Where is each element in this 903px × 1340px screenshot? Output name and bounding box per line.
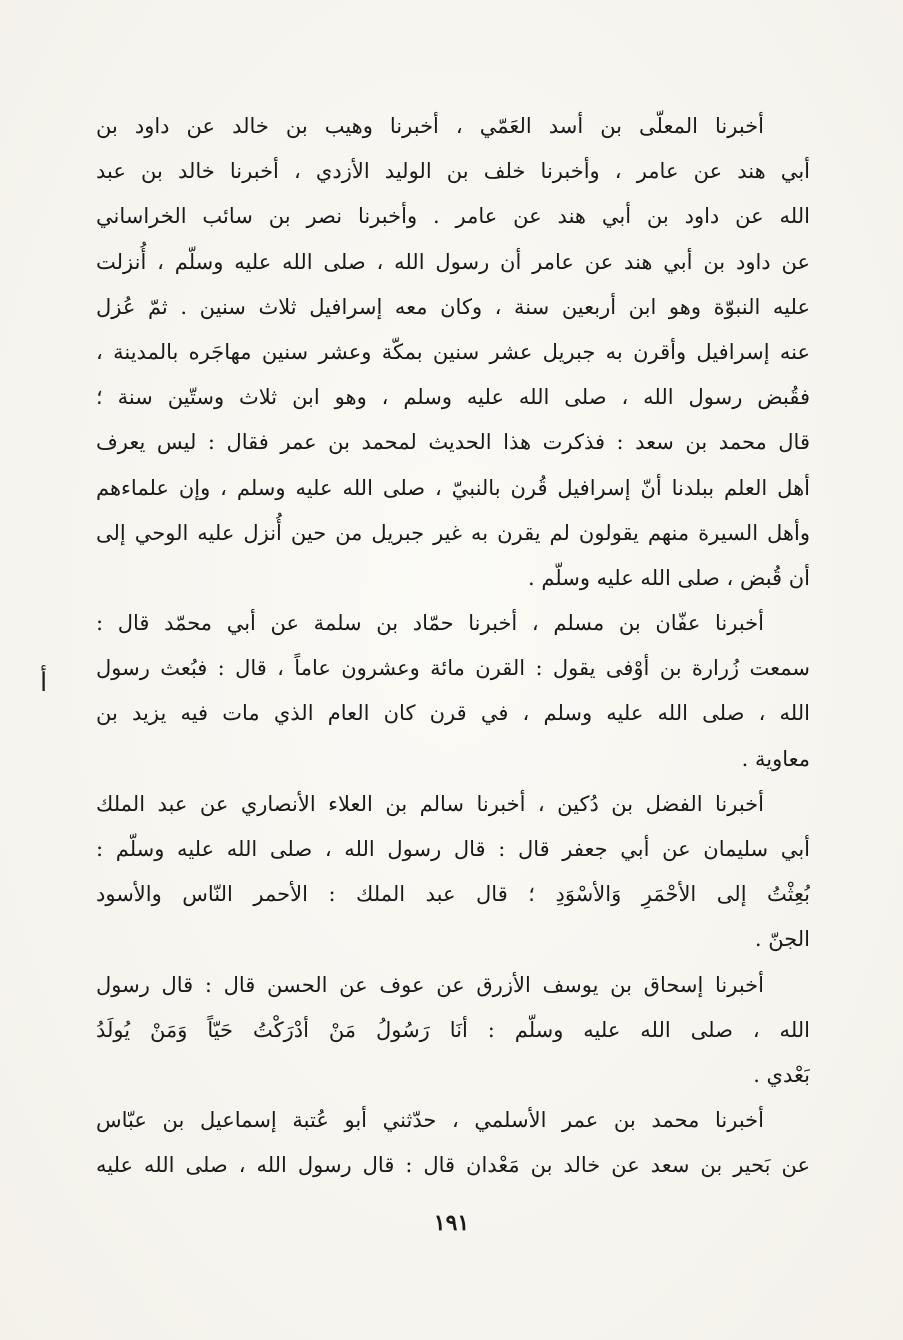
text-line: عن داود بن أبي هند عن عامر أن رسول الله ، صلى الله عليه وسلّم ، أُنزلت [96,249,810,274]
text-line: سمعت زُرارة بن أوْفى يقول : القرن مائة وعشرون عاماً ، قال : فبُعث رسول [96,656,810,681]
text-line: أهل العلم ببلدنا أنّ إسرافيل قُرن بالنبيّ ، صلى الله عليه وسلم ، وإن علماءهم [96,475,810,500]
text-line: بُعِثْتُ إلى الأحْمَرِ وَالأسْوَدِ ؛ قال عبد الملك : الأحمر النّاس والأسود [96,882,810,907]
text-line: أبي هند عن عامر ، وأخبرنا خلف بن الوليد الأزدي ، أخبرنا خالد بن عبد [96,159,810,184]
text-line: قال محمد بن سعد : فذكرت هذا الحديث لمحمد بن عمر فقال : ليس يعرف [96,430,810,455]
text-line: الجنّ . [754,927,810,952]
text-line: أخبرنا الفضل بن دُكين ، أخبرنا سالم بن العلاء الأنصاري عن عبد الملك [96,791,764,816]
text-line: الله ، صلى الله عليه وسلّم : أنَا رَسُولُ مَنْ أدْرَكْتُ حَيّاً وَمَنْ يُولَدُ [96,1017,810,1042]
margin-mark: أ [40,668,48,698]
text-line: عن بَحير بن سعد عن خالد بن مَعْدان قال : قال رسول الله ، صلى الله عليه [96,1153,810,1178]
text-line: بَعْدي . [753,1062,810,1087]
text-line: أخبرنا المعلّى بن أسد العَمّي ، أخبرنا وهيب بن خالد عن داود بن [96,114,764,138]
text-line: الله عن داود بن أبي هند عن عامر . وأخبرنا نصر بن سائب الخراساني [96,204,810,229]
text-line: أخبرنا عفّان بن مسلم ، أخبرنا حمّاد بن سلمة عن أبي محمّد قال : [96,611,764,636]
text-line: فقُبض رسول الله ، صلى الله عليه وسلم ، وهو ابن ثلاث وستّين سنة ؛ [96,385,810,410]
text-line: وأهل السيرة منهم يقولون لم يقرن به غير جبريل من حين أُنزل عليه الوحي إلى [96,520,810,545]
text-line: أبي سليمان عن أبي جعفر قال : قال رسول الله ، صلى الله عليه وسلّم : [96,837,810,861]
text-line: معاوية . [741,746,810,771]
text-line: عليه النبوّة وهو ابن أربعين سنة ، وكان معه إسرافيل ثلاث سنين . ثمّ عُزل [96,294,810,319]
text-line: عنه إسرافيل وأقرن به جبريل عشر سنين بمكّة وعشر سنين مهاجَره بالمدينة ، [96,339,810,364]
text-line: أن قُبض ، صلى الله عليه وسلّم . [527,565,810,590]
text-line: أخبرنا محمد بن عمر الأسلمي ، حدّثني أبو عُتبة إسماعيل بن عبّاس [96,1108,764,1133]
page-body-text [96,104,810,1189]
text-line: أخبرنا إسحاق بن يوسف الأزرق عن عوف عن الحسن قال : قال رسول [96,972,764,997]
page-number: ١٩١ [433,1210,470,1236]
text-line: الله ، صلى الله عليه وسلم ، في قرن كان العام الذي مات فيه يزيد بن [96,701,810,726]
